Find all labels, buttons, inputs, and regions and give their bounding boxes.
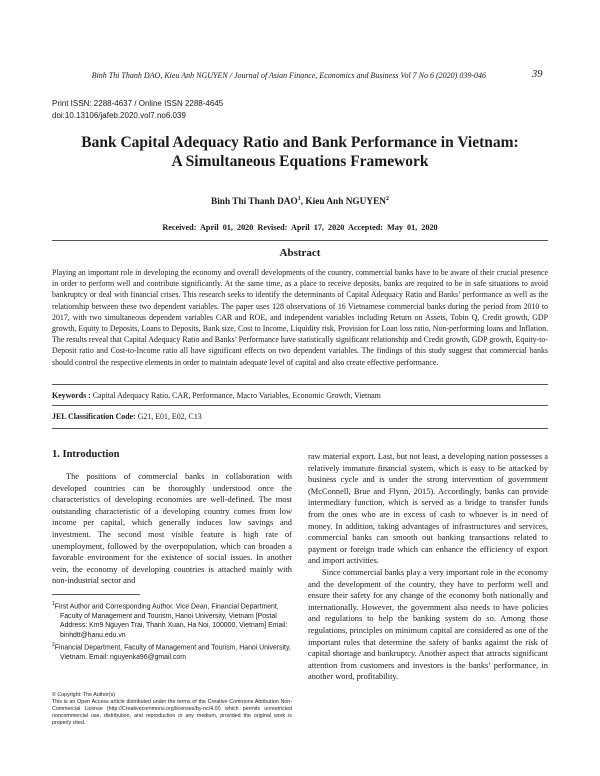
copyright-line: © Copyright: The Author(s) xyxy=(52,692,115,698)
author-1-name: Binh Thi Thanh DAO xyxy=(211,197,298,208)
running-head: Binh Thi Thanh DAO, Kieu Anh NGUYEN / Journal of Asian Finance, Economics and Business Vol 7 No 6 (2020) 039-046 xyxy=(91,71,486,80)
author-2-footnote-mark: 2 xyxy=(386,196,389,202)
footnote-1 xyxy=(52,600,292,641)
jel-top-rule xyxy=(52,405,548,406)
footnote-1-text: First Author and Corresponding Author. Vice Dean, Financial Department, Faculty of Management and Tourism, Hanoi University, Vietnam [Postal Address: Km9 Nguyen Trai, Thanh Xuan, Ha Noi, 100000, Vietnam] Email: binhdtt@hanu.edu.vn xyxy=(54,603,288,640)
page-number: 39 xyxy=(532,69,543,80)
license-text: This is an Open Access article distributed under the terms of the Creative Commons Attribution Non-Commercial License (http://Creativecommons.org/licenses/by-nc/4.0/) which permits unrestricted noncommercial use, distribution, and reproduction in any medium, provided the original work is properly cited. xyxy=(52,699,292,726)
keywords-value: Capital Adequacy Ratio, CAR, Performance, Macro Variables, Economic Growth, Vietnam xyxy=(90,391,381,400)
section-heading-introduction: 1. Introduction xyxy=(52,449,120,460)
footnotes xyxy=(52,600,292,662)
abstract-text: Playing an important role in developing the economy and overall developments of the country, commercial banks have to be aware of their crucial presence in order to perform well and contribute significantly. At the same time, as a place to receive deposits, banks are required to be in safe situations to avoid bankruptcy or deal with financial crises. This research seeks to identify the determinants of Capital Adequacy Ratio and Banks’ performance as well as the relationship between these two dependent variables. The paper uses 128 observations of 16 Vietnamese commercial banks during the period from 2010 to 2017, with two simultaneous dependent variables CAR and ROE, and independent variables including Return on Assets, Tobin Q, Credit growth, GDP growth, Equity to Deposits, Loans to Deposits, Bank size, Cost to Income, Liquidity risk, Provision for Loan loss ratio, Non-performing loans and Inflation. The results reveal that Capital Adequacy Ratio and Banks’ Performance have statistically significant relationship and Credit growth, GDP growth, Equity-to-Deposit ratio and Cost-to-Income ratio all have significant effects on two dependent variables. The findings of this study suggest that commercial banks should control the respective elements in order to maintain adequate level of capital and also create effective performance. xyxy=(52,268,548,367)
footnote-1-mark: 1 xyxy=(52,601,55,607)
header-bottom-rule xyxy=(52,428,548,429)
footnote-2-mark: 2 xyxy=(52,641,55,648)
footnote-rule xyxy=(52,594,140,595)
keywords xyxy=(52,391,548,400)
footnote-2-text: Financial Department, Faculty of Management and Tourism, Hanoi University, Vietnam. Email: nguyenka96@gmail.com xyxy=(54,643,291,661)
article-identifiers xyxy=(52,98,223,122)
intro-right-paragraph-2: Since commercial banks play a very important role in the economy and the development of the country, they have to perform well and ensure their safety for any change of the economy both nationally and internationally. However, the government also needs to have policies and regulations to help the banking system do so. Among those regulations, principles on minimum capital are considered as one of the important rules that determine the safety of banks against the risk of capital shortage and bankruptcy. Another aspect that attracts significant attention from customers and investors is the banks’ performance, in another word, profitability. xyxy=(308,567,548,682)
abstract-top-rule xyxy=(52,240,548,241)
title-line-1: Bank Capital Adequacy Ratio and Bank Performance in Vietnam: xyxy=(81,134,519,151)
issn-line: Print ISSN: 2288-4637 / Online ISSN 2288-4645 xyxy=(52,99,224,108)
title-line-2: A Simultaneous Equations Framework xyxy=(171,153,429,170)
footnote-2 xyxy=(52,641,292,662)
intro-left-paragraph: The positions of commercial banks in collaboration with developed countries can be thoroughly understood once the characteristics of developing economies are well-defined. The most outstanding characteristic of a developing country comes from low income per capital, which generally induces low savings and investment. The second most visible feature is high rate of unemployment, followed by the overpopulation, which can broaden a favorable environment for the existence of social issues. In another vein, the economy of developing countries is attached mainly with non-industrial sector and xyxy=(52,472,292,586)
abstract-heading: Abstract xyxy=(279,247,321,259)
author-1-footnote-mark: 1 xyxy=(297,196,301,202)
intro-right-paragraph-1: raw material export. Last, but not least, a developing nation possesses a relatively immature financial system, which is easy to be attacked by business cycle and is under the strong intervention of government (McConnell, Brue and Flynn, 2015). Accordingly, banks can provide intermediary function, which is served as a bridge to transfer funds from the ones who are in excess of cash to whoever is in need of money. In addition, taking advantages of infrastructures and services, commercial banks can smooth out banking transactions related to payment or foreign trade which can enhance the efficiency of export and import activities. xyxy=(308,452,548,566)
doi-line: doi:10.13106/jafeb.2020.vol7.no6.039 xyxy=(52,111,186,120)
publication-dates: Received: April 01, 2020 Revised: April 17, 2020 Accepted: May 01, 2020 xyxy=(162,223,438,232)
keywords-top-rule xyxy=(52,384,548,385)
jel-classification xyxy=(52,412,548,421)
keywords-label: Keywords : xyxy=(52,391,91,400)
author-2-name: Kieu Anh NGUYEN xyxy=(305,197,386,208)
license-notice xyxy=(52,692,292,727)
intro-right-column xyxy=(308,451,548,683)
article-title xyxy=(52,133,548,171)
jel-label: JEL Classification Code: xyxy=(52,412,136,421)
author-list xyxy=(52,196,548,207)
jel-value: G21, E01, E02, C13 xyxy=(135,412,202,421)
author-separator: , xyxy=(300,197,306,208)
